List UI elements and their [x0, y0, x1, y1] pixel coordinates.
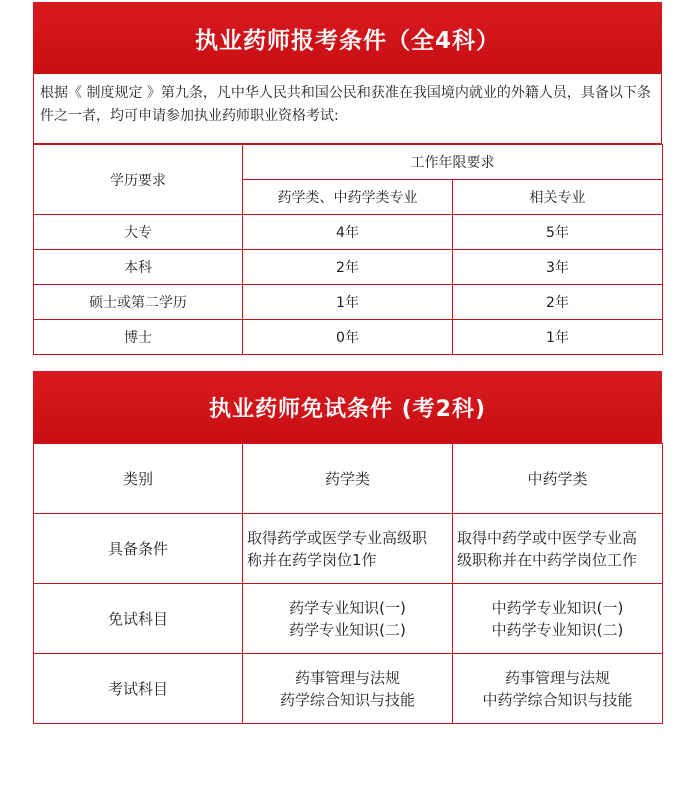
tcm-requirements-cell: [453, 514, 663, 584]
table-header-row: [34, 444, 663, 514]
exemption-conditions-panel: [33, 371, 662, 724]
tcm-exempt-cell: [453, 584, 663, 654]
pharmacy-exempt-cell: [243, 584, 453, 654]
pharmacy-years-cell: 0年: [243, 320, 453, 355]
cell-line: 取得中药学或中医学专业高: [457, 528, 638, 547]
table-row: [34, 250, 663, 285]
pharmacy-exam-cell: [243, 654, 453, 724]
registration-intro-text: 根据《 制度规定 》第九条，凡中华人民共和国公民和获准在我国境内就业的外籍人员，具备以下条件之一者，均可申请参加执业药师职业资格考试:: [33, 74, 662, 144]
cell-line: 药学专业知识(一): [289, 598, 406, 617]
pharmacy-years-cell: 4年: [243, 215, 453, 250]
related-years-cell: 1年: [453, 320, 663, 355]
cell-line: 级职称并在中药学岗位工作: [457, 550, 638, 569]
cell-line: 中药学专业知识(二): [491, 620, 624, 639]
cell-line: 中药学综合知识与技能: [482, 690, 633, 709]
cell-line: 称并在药学岗位1作: [247, 550, 377, 569]
pharmacy-years-cell: 1年: [243, 285, 453, 320]
table-row: [34, 215, 663, 250]
related-years-cell: 2年: [453, 285, 663, 320]
col-header-tcm: 中药学类: [453, 444, 663, 514]
tcm-exam-cell: [453, 654, 663, 724]
col-header-pharmacy: 药学类: [243, 444, 453, 514]
col-header-pharmacy-major: 药学类、中药学类专业: [243, 180, 453, 215]
exemption-conditions-title: 执业药师免试条件 (考2科): [33, 371, 662, 443]
row-label-exempt: 免试科目: [34, 584, 243, 654]
pharmacy-years-cell: 2年: [243, 250, 453, 285]
cell-line: 药事管理与法规: [504, 668, 610, 687]
education-cell: 大专: [34, 215, 243, 250]
col-header-related-major: 相关专业: [453, 180, 663, 215]
table-row: [34, 654, 663, 724]
col-header-category: 类别: [34, 444, 243, 514]
col-header-years: 工作年限要求: [243, 145, 663, 180]
table-row: [34, 320, 663, 355]
cell-line: 取得药学或医学专业高级职: [247, 528, 428, 547]
cell-line: 中药学专业知识(一): [491, 598, 624, 617]
education-cell: 硕士或第二学历: [34, 285, 243, 320]
registration-conditions-panel: [33, 2, 662, 355]
table-row: [34, 584, 663, 654]
cell-line: 药学专业知识(二): [289, 620, 406, 639]
registration-conditions-title: 执业药师报考条件（全4科）: [33, 2, 662, 74]
cell-line: 药事管理与法规: [294, 668, 400, 687]
related-years-cell: 5年: [453, 215, 663, 250]
row-label-exam: 考试科目: [34, 654, 243, 724]
education-cell: 博士: [34, 320, 243, 355]
registration-table: [33, 144, 663, 355]
col-header-education: 学历要求: [34, 145, 243, 215]
education-cell: 本科: [34, 250, 243, 285]
cell-line: 药学综合知识与技能: [279, 690, 415, 709]
table-row: [34, 285, 663, 320]
pharmacy-requirements-cell: [243, 514, 453, 584]
exemption-table: [33, 443, 663, 724]
row-label-requirements: 具备条件: [34, 514, 243, 584]
table-row: [34, 514, 663, 584]
related-years-cell: 3年: [453, 250, 663, 285]
